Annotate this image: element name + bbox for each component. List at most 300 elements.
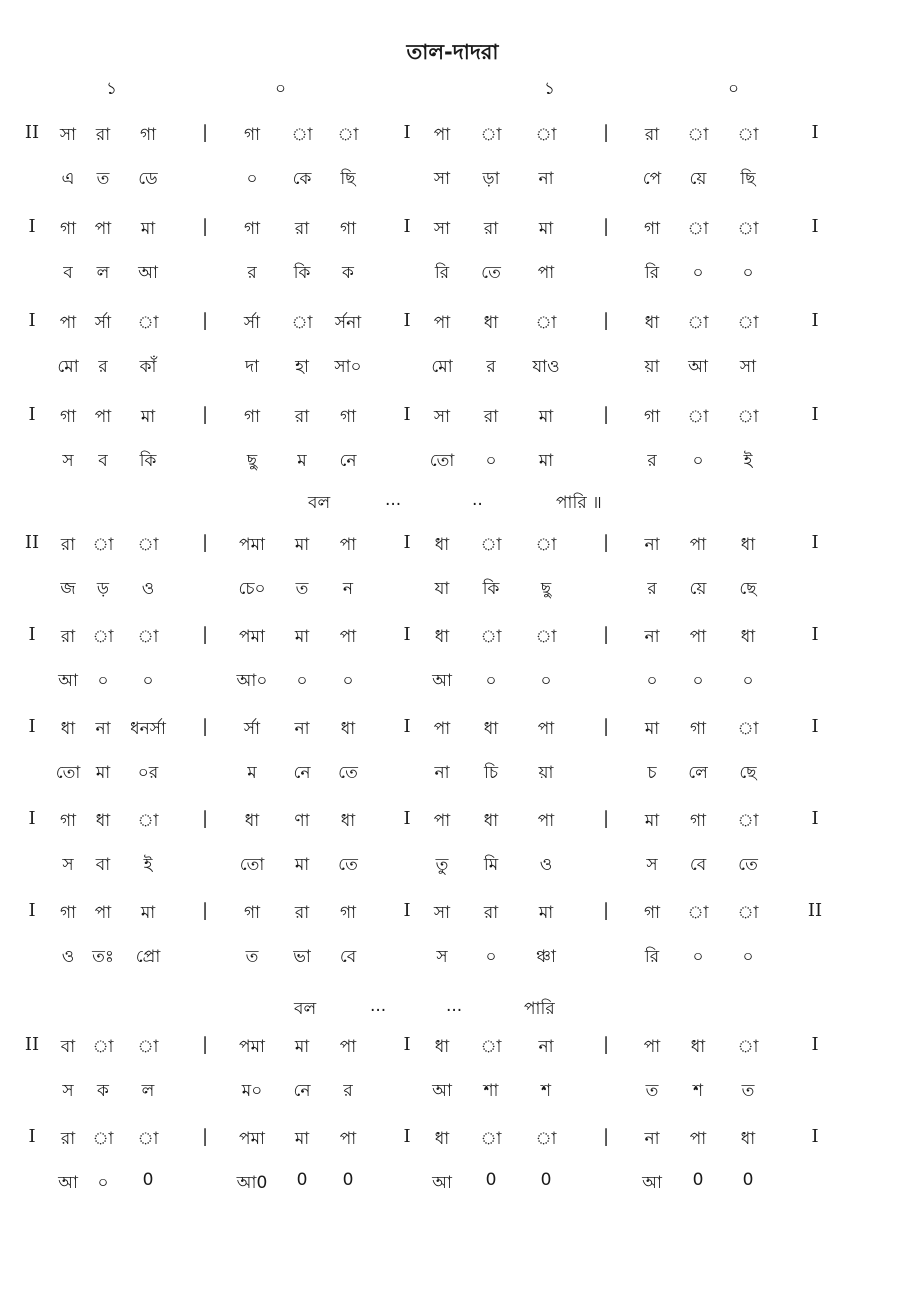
note: বা bbox=[60, 1037, 76, 1057]
note: া bbox=[137, 535, 159, 555]
note: া bbox=[737, 407, 759, 427]
note: র্সা bbox=[94, 313, 112, 333]
note: া bbox=[92, 1037, 114, 1057]
note: া bbox=[291, 313, 313, 333]
note: পা bbox=[689, 627, 707, 647]
bar-line: I bbox=[811, 532, 819, 553]
note: গা bbox=[59, 407, 77, 427]
lyric-syllable: র bbox=[647, 579, 657, 599]
refrain-part: ... bbox=[385, 490, 402, 510]
note: র্সা bbox=[243, 719, 261, 739]
note: া bbox=[737, 719, 759, 739]
notation-row bbox=[0, 404, 905, 436]
note: া bbox=[92, 535, 114, 555]
lyric-syllable: ও bbox=[141, 579, 155, 599]
note: র্সনা bbox=[334, 313, 362, 333]
bar-line: | bbox=[602, 1126, 610, 1147]
lyric-syllable: র bbox=[486, 357, 496, 377]
bar-line: II bbox=[24, 122, 40, 143]
bar-line: I bbox=[403, 624, 411, 645]
lyric-syllable: ভা bbox=[293, 947, 311, 967]
note: পা bbox=[59, 313, 77, 333]
lyric-row bbox=[0, 576, 905, 608]
note: রা bbox=[483, 219, 499, 239]
lyric-syllable: 0 bbox=[485, 1170, 497, 1190]
lyric-syllable: মি bbox=[483, 855, 499, 875]
refrain-part: বল bbox=[308, 493, 331, 513]
notation-row bbox=[0, 310, 905, 342]
lyric-syllable: ও bbox=[61, 947, 75, 967]
bar-line: | bbox=[602, 216, 610, 237]
note: ধা bbox=[244, 811, 260, 831]
bar-line: I bbox=[403, 532, 411, 553]
note: গা bbox=[643, 903, 661, 923]
bar-line: I bbox=[28, 310, 36, 331]
bar-line: | bbox=[602, 122, 610, 143]
beat-mark: ০ bbox=[275, 79, 287, 99]
lyric-syllable: স bbox=[646, 855, 658, 875]
lyric-syllable: ০ bbox=[742, 947, 754, 967]
bar-line: | bbox=[602, 310, 610, 331]
note: রা bbox=[483, 903, 499, 923]
lyric-syllable: ত bbox=[645, 1081, 659, 1101]
lyric-syllable: এ bbox=[61, 169, 75, 189]
note: পা bbox=[537, 811, 555, 831]
note: া bbox=[480, 1129, 502, 1149]
lyric-syllable: ০ bbox=[692, 263, 704, 283]
note: ধা bbox=[434, 535, 450, 555]
lyric-syllable: তো bbox=[55, 763, 81, 783]
lyric-syllable: না bbox=[538, 169, 554, 189]
lyric-syllable: 0 bbox=[296, 1170, 308, 1190]
bar-line: I bbox=[403, 310, 411, 331]
lyric-syllable: বে bbox=[339, 947, 357, 967]
lyric-syllable: স bbox=[62, 451, 74, 471]
lyric-syllable: ০ bbox=[296, 671, 308, 691]
lyric-syllable: কি bbox=[139, 451, 157, 471]
bar-line: I bbox=[811, 404, 819, 425]
note: া bbox=[480, 535, 502, 555]
bar-line: II bbox=[24, 1034, 40, 1055]
lyric-syllable: ০র bbox=[137, 763, 159, 783]
lyric-syllable: 0 bbox=[692, 1170, 704, 1190]
bar-line: | bbox=[201, 808, 209, 829]
note: া bbox=[535, 627, 557, 647]
note: রা bbox=[294, 407, 310, 427]
note: া bbox=[687, 407, 709, 427]
lyric-syllable: ব bbox=[63, 263, 73, 283]
note: ধা bbox=[340, 811, 356, 831]
note: পমা bbox=[239, 627, 265, 647]
note: ধা bbox=[60, 719, 76, 739]
notation-row bbox=[0, 716, 905, 748]
lyric-syllable: চি bbox=[483, 763, 499, 783]
lyric-syllable: ত bbox=[245, 947, 259, 967]
note: মা bbox=[140, 903, 156, 923]
note: া bbox=[137, 1129, 159, 1149]
note: গা bbox=[643, 407, 661, 427]
note: ণা bbox=[294, 811, 310, 831]
refrain-part: পারি ॥ bbox=[556, 493, 602, 513]
note: গা bbox=[643, 219, 661, 239]
bar-line: I bbox=[28, 716, 36, 737]
lyric-syllable: আ bbox=[432, 671, 452, 691]
bar-line: | bbox=[201, 1034, 209, 1055]
note: া bbox=[137, 313, 159, 333]
note: পা bbox=[433, 811, 451, 831]
note: না bbox=[538, 1037, 554, 1057]
note: ধা bbox=[434, 627, 450, 647]
note: পা bbox=[643, 1037, 661, 1057]
note: া bbox=[480, 627, 502, 647]
refrain-part: .. bbox=[472, 490, 483, 510]
lyric-syllable: ছি bbox=[340, 169, 356, 189]
note: া bbox=[92, 627, 114, 647]
lyric-syllable: ল bbox=[96, 263, 110, 283]
lyric-syllable: নে bbox=[339, 451, 357, 471]
lyric-row bbox=[0, 668, 905, 700]
lyric-syllable: কি bbox=[482, 579, 500, 599]
lyric-syllable: য়া bbox=[538, 763, 554, 783]
note: া bbox=[737, 903, 759, 923]
lyric-syllable: ছি bbox=[740, 169, 756, 189]
note: া bbox=[687, 219, 709, 239]
lyric-syllable: নে bbox=[293, 1081, 311, 1101]
lyric-syllable: তে bbox=[338, 763, 358, 783]
note: মা bbox=[140, 219, 156, 239]
note: গা bbox=[59, 811, 77, 831]
lyric-syllable: র bbox=[647, 451, 657, 471]
bar-line: | bbox=[201, 216, 209, 237]
bar-line: | bbox=[201, 404, 209, 425]
note: া bbox=[737, 219, 759, 239]
bar-line: | bbox=[602, 900, 610, 921]
note: সা bbox=[433, 407, 451, 427]
lyric-syllable: ছু bbox=[246, 451, 258, 471]
note: পা bbox=[433, 125, 451, 145]
note: া bbox=[535, 125, 557, 145]
lyric-syllable: বে bbox=[689, 855, 707, 875]
notation-row bbox=[0, 808, 905, 840]
lyric-syllable: 0 bbox=[742, 1170, 754, 1190]
refrain-part: বল bbox=[294, 999, 317, 1019]
lyric-syllable: ০ bbox=[692, 451, 704, 471]
lyric-syllable: পে bbox=[642, 169, 662, 189]
bar-line: | bbox=[602, 1034, 610, 1055]
note: ধা bbox=[483, 313, 499, 333]
bar-line: I bbox=[403, 1034, 411, 1055]
bar-line: | bbox=[201, 1126, 209, 1147]
lyric-syllable: র bbox=[247, 263, 257, 283]
lyric-syllable: ০ bbox=[97, 1173, 109, 1193]
bar-line: | bbox=[602, 716, 610, 737]
bar-line: II bbox=[807, 900, 823, 921]
note: া bbox=[337, 125, 359, 145]
note: গা bbox=[59, 903, 77, 923]
lyric-syllable: নে bbox=[293, 763, 311, 783]
bar-line: I bbox=[811, 716, 819, 737]
note: পমা bbox=[239, 535, 265, 555]
lyric-syllable: দা bbox=[245, 357, 259, 377]
bar-line: | bbox=[201, 310, 209, 331]
lyric-syllable: রি bbox=[434, 263, 450, 283]
lyric-syllable: আ bbox=[58, 1173, 78, 1193]
lyric-syllable: মা bbox=[294, 855, 310, 875]
note: রা bbox=[95, 125, 111, 145]
note: ধা bbox=[740, 1129, 756, 1149]
notation-row bbox=[0, 122, 905, 154]
notation-row bbox=[0, 532, 905, 564]
lyric-syllable: আ bbox=[138, 263, 158, 283]
notation-row bbox=[0, 1034, 905, 1066]
lyric-syllable: মা bbox=[95, 763, 111, 783]
lyric-syllable: ক bbox=[97, 1081, 109, 1101]
lyric-syllable: ছে bbox=[739, 763, 757, 783]
lyric-syllable: কি bbox=[293, 263, 311, 283]
note: মা bbox=[538, 407, 554, 427]
note: া bbox=[137, 811, 159, 831]
note: না bbox=[644, 535, 660, 555]
note: পা bbox=[689, 1129, 707, 1149]
note: পা bbox=[339, 1037, 357, 1057]
lyric-syllable: ম bbox=[247, 763, 257, 783]
lyric-syllable: ক bbox=[342, 263, 354, 283]
note: না bbox=[294, 719, 310, 739]
bar-line: I bbox=[403, 1126, 411, 1147]
note: রা bbox=[60, 535, 76, 555]
lyric-syllable: লে bbox=[688, 763, 708, 783]
lyric-row bbox=[0, 448, 905, 480]
note: গা bbox=[689, 811, 707, 831]
bar-line: | bbox=[201, 716, 209, 737]
note: ধা bbox=[434, 1129, 450, 1149]
note: মা bbox=[538, 903, 554, 923]
note: া bbox=[291, 125, 313, 145]
notation-row bbox=[0, 624, 905, 656]
notation-row bbox=[0, 1126, 905, 1158]
lyric-row bbox=[0, 260, 905, 292]
lyric-syllable: তো bbox=[429, 451, 455, 471]
note: রা bbox=[483, 407, 499, 427]
note: া bbox=[535, 1129, 557, 1149]
bar-line: | bbox=[602, 532, 610, 553]
lyric-syllable: ০ bbox=[742, 671, 754, 691]
lyric-syllable: য়ে bbox=[689, 169, 707, 189]
bar-line: I bbox=[811, 1126, 819, 1147]
lyric-syllable: পা bbox=[537, 263, 555, 283]
bar-line: I bbox=[28, 808, 36, 829]
note: মা bbox=[294, 1037, 310, 1057]
note: পমা bbox=[239, 1129, 265, 1149]
bar-line: I bbox=[28, 900, 36, 921]
lyric-syllable: রি bbox=[644, 263, 660, 283]
lyric-row bbox=[0, 760, 905, 792]
lyric-syllable: তে bbox=[481, 263, 501, 283]
note: পা bbox=[537, 719, 555, 739]
lyric-syllable: আ bbox=[432, 1173, 452, 1193]
lyric-syllable: স bbox=[436, 947, 448, 967]
lyric-syllable: ল bbox=[141, 1081, 155, 1101]
lyric-syllable: হা bbox=[295, 357, 309, 377]
lyric-syllable: ০ bbox=[246, 169, 258, 189]
note: রা bbox=[644, 125, 660, 145]
lyric-syllable: ম০ bbox=[241, 1081, 263, 1101]
bar-line: I bbox=[811, 808, 819, 829]
refrain-part: পারি bbox=[524, 999, 555, 1019]
beat-mark: ১ bbox=[544, 79, 556, 99]
lyric-syllable: ০ bbox=[142, 671, 154, 691]
note: না bbox=[95, 719, 111, 739]
lyric-syllable: সা bbox=[433, 169, 451, 189]
note: া bbox=[687, 125, 709, 145]
note: ধা bbox=[644, 313, 660, 333]
lyric-syllable: সা০ bbox=[334, 357, 362, 377]
lyric-syllable: মো bbox=[57, 357, 79, 377]
lyric-syllable: ০ bbox=[342, 671, 354, 691]
lyric-syllable: আ০ bbox=[236, 671, 268, 691]
note: মা bbox=[294, 1129, 310, 1149]
bar-line: I bbox=[403, 122, 411, 143]
lyric-syllable: ত bbox=[295, 579, 309, 599]
note: া bbox=[137, 627, 159, 647]
note: ধা bbox=[340, 719, 356, 739]
bar-line: I bbox=[403, 404, 411, 425]
note: গা bbox=[689, 719, 707, 739]
lyric-syllable: শা bbox=[483, 1081, 499, 1101]
note: মা bbox=[140, 407, 156, 427]
note: না bbox=[644, 627, 660, 647]
notation-row bbox=[0, 216, 905, 248]
note: পা bbox=[339, 1129, 357, 1149]
lyric-syllable: সা bbox=[739, 357, 757, 377]
note: া bbox=[737, 811, 759, 831]
lyric-syllable: তো bbox=[239, 855, 265, 875]
note: রা bbox=[60, 1129, 76, 1149]
lyric-syllable: ০ bbox=[485, 671, 497, 691]
note: া bbox=[737, 1037, 759, 1057]
note: পা bbox=[689, 535, 707, 555]
bar-line: I bbox=[811, 624, 819, 645]
lyric-syllable: আ bbox=[432, 1081, 452, 1101]
note: পা bbox=[433, 719, 451, 739]
note: গা bbox=[59, 219, 77, 239]
lyric-syllable: আ bbox=[58, 671, 78, 691]
note: পা bbox=[94, 903, 112, 923]
note: ধা bbox=[483, 719, 499, 739]
note: া bbox=[737, 313, 759, 333]
beat-markers bbox=[0, 76, 905, 106]
lyric-syllable: স bbox=[62, 855, 74, 875]
lyric-syllable: মো bbox=[431, 357, 453, 377]
lyric-syllable: ০ bbox=[646, 671, 658, 691]
bar-line: | bbox=[201, 122, 209, 143]
beat-mark: ১ bbox=[106, 79, 118, 99]
note: ধা bbox=[95, 811, 111, 831]
note: ধা bbox=[690, 1037, 706, 1057]
bar-line: | bbox=[201, 624, 209, 645]
lyric-syllable: ঞ্চা bbox=[536, 947, 556, 967]
lyric-row bbox=[0, 354, 905, 386]
lyric-syllable: আ bbox=[642, 1173, 662, 1193]
lyric-syllable: 0 bbox=[540, 1170, 552, 1190]
lyric-syllable: চ bbox=[647, 763, 657, 783]
lyric-syllable: চে০ bbox=[238, 579, 266, 599]
note: মা bbox=[294, 535, 310, 555]
lyric-syllable: স bbox=[62, 1081, 74, 1101]
lyric-syllable: জ bbox=[60, 579, 76, 599]
lyric-syllable: ০ bbox=[692, 671, 704, 691]
note: পমা bbox=[239, 1037, 265, 1057]
lyric-syllable: যাও bbox=[532, 357, 560, 377]
note: া bbox=[92, 1129, 114, 1149]
note: না bbox=[644, 1129, 660, 1149]
lyric-syllable: র bbox=[98, 357, 108, 377]
lyric-syllable: ০ bbox=[742, 263, 754, 283]
note: গা bbox=[243, 219, 261, 239]
note: পা bbox=[433, 313, 451, 333]
bar-line: | bbox=[602, 808, 610, 829]
bar-line: | bbox=[201, 532, 209, 553]
page-title: তাল-দাদরা bbox=[406, 40, 499, 64]
lyric-syllable: ন bbox=[342, 579, 354, 599]
lyric-row bbox=[0, 852, 905, 884]
lyric-syllable: রি bbox=[644, 947, 660, 967]
note: গা bbox=[339, 407, 357, 427]
note: রা bbox=[294, 219, 310, 239]
lyric-syllable: না bbox=[434, 763, 450, 783]
lyric-syllable: ড়া bbox=[482, 169, 500, 189]
lyric-syllable: ০ bbox=[485, 947, 497, 967]
lyric-syllable: ড় bbox=[96, 579, 110, 599]
lyric-syllable: বা bbox=[95, 855, 111, 875]
note: গা bbox=[243, 407, 261, 427]
lyric-syllable: ০ bbox=[692, 947, 704, 967]
lyric-syllable: 0 bbox=[342, 1170, 354, 1190]
bar-line: I bbox=[28, 404, 36, 425]
note: রা bbox=[60, 627, 76, 647]
note: গা bbox=[339, 903, 357, 923]
lyric-syllable: তে bbox=[738, 855, 758, 875]
bar-line: I bbox=[403, 216, 411, 237]
lyric-syllable: য়া bbox=[644, 357, 660, 377]
note: ধা bbox=[483, 811, 499, 831]
lyric-syllable: প্রো bbox=[135, 947, 161, 967]
lyric-row bbox=[0, 944, 905, 976]
note: সা bbox=[433, 903, 451, 923]
lyric-row bbox=[0, 1170, 905, 1202]
note: া bbox=[535, 535, 557, 555]
note: ধা bbox=[434, 1037, 450, 1057]
note: গা bbox=[243, 903, 261, 923]
note: সা bbox=[433, 219, 451, 239]
note: গা bbox=[243, 125, 261, 145]
lyric-syllable: ব bbox=[98, 451, 108, 471]
lyric-syllable: র bbox=[343, 1081, 353, 1101]
bar-line: I bbox=[811, 310, 819, 331]
lyric-syllable: ০ bbox=[97, 671, 109, 691]
lyric-row bbox=[0, 1078, 905, 1110]
refrain-part: ... bbox=[446, 996, 463, 1016]
lyric-syllable: কে bbox=[292, 169, 312, 189]
beat-mark: ০ bbox=[728, 79, 740, 99]
note: া bbox=[480, 125, 502, 145]
lyric-syllable: মা bbox=[538, 451, 554, 471]
note: মা bbox=[644, 719, 660, 739]
note: গা bbox=[339, 219, 357, 239]
lyric-syllable: আ bbox=[688, 357, 708, 377]
note: া bbox=[737, 125, 759, 145]
refrain-part: ... bbox=[370, 996, 387, 1016]
